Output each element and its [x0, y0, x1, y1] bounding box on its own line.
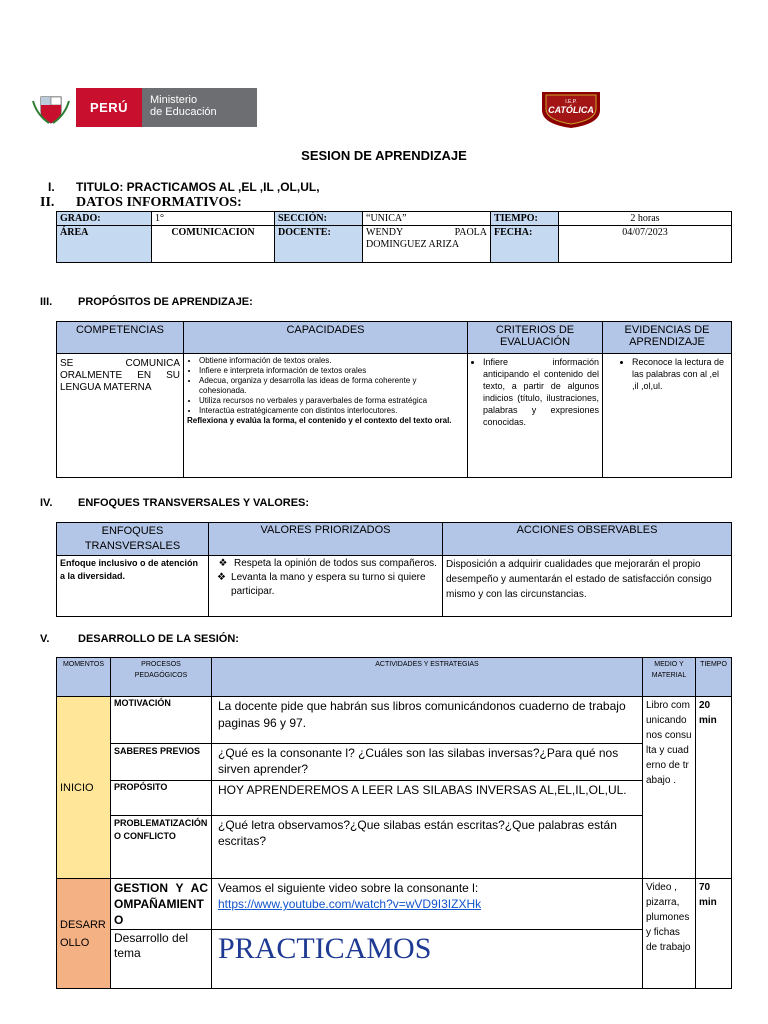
- capacidad-item: • Interactúa estratégicamente con distintos interlocutores.: [199, 406, 464, 416]
- seccion-value: “UNICA”: [363, 212, 491, 226]
- problema-label: PROBLEMATIZACIÓN O CONFLICTO: [111, 816, 212, 879]
- section-enfoques: [40, 497, 309, 509]
- capacidades-cell: [184, 354, 468, 478]
- section-propositos: [40, 296, 253, 308]
- ministry-line2: de Educación: [150, 106, 217, 118]
- section-title: [48, 180, 320, 194]
- docente-label: DOCENTE:: [275, 226, 363, 263]
- propositos-table: [56, 321, 732, 478]
- capacidad-item: • Adecua, organiza y desarrolla las ideas de forma coherente y cohesionada.: [199, 376, 464, 396]
- enfoques-table: [56, 522, 732, 617]
- criterio-item: • Infiere información anticipando el contenido del texto, a partir de algunos indicios (título, ilustraciones, palabras y expresiones conocidas.: [483, 356, 599, 428]
- competencia-cell: SE COMUNICA ORALMENTE EN SU LENGUA MATERNA: [57, 354, 184, 478]
- area-label: ÁREA: [57, 226, 152, 263]
- enfoque-cell: Enfoque inclusivo o de atención a la diversidad.: [57, 556, 209, 617]
- valor-text: Respeta la opinión de todos sus compañeros.: [234, 558, 437, 569]
- capacidad-item: • Utiliza recursos no verbales y paraverbales de forma estratégica: [199, 396, 464, 406]
- ministry-line1: Ministerio: [150, 94, 198, 106]
- section-number: II.: [40, 195, 55, 210]
- valor-text: Levanta la mano y espera su turno si quiere participar.: [231, 572, 426, 597]
- diamond-bullet-icon: ❖: [217, 572, 226, 583]
- motivacion-text: La docente pide que habrán sus libros comunicándonos cuaderno de trabajo paginas 96 y 97.: [212, 697, 643, 744]
- section-text: ENFOQUES TRANSVERSALES Y VALORES:: [78, 497, 310, 509]
- fecha-label: FECHA:: [491, 226, 559, 263]
- diamond-bullet-icon: ❖: [218, 558, 228, 569]
- desarrollo-medio: Video , pizarra, plumones y fichas de trabajo: [643, 879, 696, 989]
- header-enfoques: ENFOQUES TRANSVERSALES: [57, 523, 209, 556]
- criterio-cell: [468, 354, 603, 478]
- minedu-logo: [26, 88, 257, 127]
- gestion-text: Veamos el siguiente video sobre la consonante l:: [218, 881, 479, 895]
- header-valores: VALORES PRIORIZADOS: [209, 523, 443, 556]
- desarrollo-table: [56, 657, 732, 989]
- capacidad-extra: Reflexiona y evalúa la forma, el contenido y el contexto del texto oral.: [187, 416, 452, 425]
- inicio-medio: Libro comunicandonos consulta y cuaderno de trabajo .: [643, 697, 696, 879]
- proposito-text: HOY APRENDEREMOS A LEER LAS SILABAS INVERSAS AL,EL,IL,OL,UL.: [212, 781, 643, 816]
- header-tiempo: TIEMPO: [696, 658, 732, 697]
- evidencia-cell: [603, 354, 732, 478]
- header-competencias: COMPETENCIAS: [57, 322, 184, 354]
- gestion-label: GESTION Y ACOMPAÑAMIENTO: [111, 879, 212, 930]
- header-acciones: ACCIONES OBSERVABLES: [443, 523, 732, 556]
- section-text: TITULO: PRACTICAMOS AL ,EL ,IL ,OL,UL,: [76, 180, 320, 194]
- section-desarrollo: [40, 633, 239, 645]
- video-link[interactable]: https://www.youtube.com/watch?v=wVD9I3IZXHk: [218, 897, 482, 911]
- desarrollo-tiempo: 70 min: [696, 879, 732, 989]
- header-actividades: ACTIVIDADES Y ESTRATEGIAS: [212, 658, 643, 697]
- peru-label: PERÚ: [76, 88, 142, 127]
- motivacion-label: MOTIVACIÓN: [111, 697, 212, 744]
- inicio-tiempo: 20 min: [696, 697, 732, 879]
- docente-value: WENDY PAOLA DOMINGUEZ ARIZA: [363, 226, 491, 263]
- section-number: V.: [40, 633, 50, 645]
- header-capacidades: CAPACIDADES: [184, 322, 468, 354]
- peru-shield-icon: [26, 88, 76, 127]
- section-datos: [40, 195, 242, 211]
- valor-item: [212, 557, 439, 571]
- practicamos-text: PRACTICAMOS: [212, 930, 643, 989]
- capacidad-item: • Obtiene información de textos orales.: [199, 356, 464, 366]
- fecha-value: 04/07/2023: [559, 226, 732, 263]
- saberes-label: SABERES PREVIOS: [111, 744, 212, 781]
- gestion-cell: [212, 879, 643, 930]
- tiempo-label: TIEMPO:: [491, 212, 559, 226]
- proposito-label: PROPÓSITO: [111, 781, 212, 816]
- grado-value: 1°: [152, 212, 275, 226]
- datos-table: [56, 211, 732, 263]
- acciones-cell: Disposición a adquirir cualidades que mejorarán el propio desempeño y aumentarán el estado de satisfacción consigo mismo y con las circunstancias.: [443, 556, 732, 617]
- capacidad-item: • Infiere e interpreta información de textos orales: [199, 366, 464, 376]
- section-number: III.: [40, 296, 53, 308]
- section-text: PROPÓSITOS DE APRENDIZAJE:: [78, 296, 253, 308]
- tiempo-value: 2 horas: [559, 212, 732, 226]
- valor-item: [212, 571, 439, 599]
- header-criterios: CRITERIOS DE EVALUACIÓN: [468, 322, 603, 354]
- school-logo-top: I.E.P.: [565, 99, 577, 105]
- section-text: DATOS INFORMATIVOS:: [76, 195, 242, 210]
- header-evidencias: EVIDENCIAS DE APRENDIZAJE: [603, 322, 732, 354]
- ministry-name: [142, 88, 257, 127]
- header-medio: MEDIO Y MATERIAL: [643, 658, 696, 697]
- section-number: IV.: [40, 497, 53, 509]
- tema-label: Desarrollo del tema: [111, 930, 212, 989]
- saberes-text: ¿Qué es la consonante l? ¿Cuáles son las silabas inversas?¿Para qué nos sirven aprender?: [212, 744, 643, 781]
- header-momentos: MOMENTOS: [57, 658, 111, 697]
- header-procesos: PROCESOS PEDAGÓGICOS: [111, 658, 212, 697]
- problema-text: ¿Qué letra observamos?¿Que silabas están escritas?¿Que palabras están escritas?: [212, 816, 643, 879]
- inicio-cell: INICIO: [57, 697, 111, 879]
- section-number: I.: [48, 180, 55, 194]
- evidencia-item: • Reconoce la lectura de las palabras con al ,el ,il ,ol,ul.: [632, 356, 728, 392]
- desarrollo-cell: DESARROLLO: [57, 879, 111, 989]
- seccion-label: SECCIÓN:: [275, 212, 363, 226]
- school-logo-name: CATÓLICA: [548, 105, 594, 115]
- area-value: COMUNICACION: [152, 226, 275, 263]
- grado-label: GRADO:: [57, 212, 152, 226]
- section-text: DESARROLLO DE LA SESIÓN:: [78, 633, 239, 645]
- school-logo: [540, 88, 602, 130]
- page-title: SESION DE APRENDIZAJE: [301, 148, 467, 163]
- valores-cell: [209, 556, 443, 617]
